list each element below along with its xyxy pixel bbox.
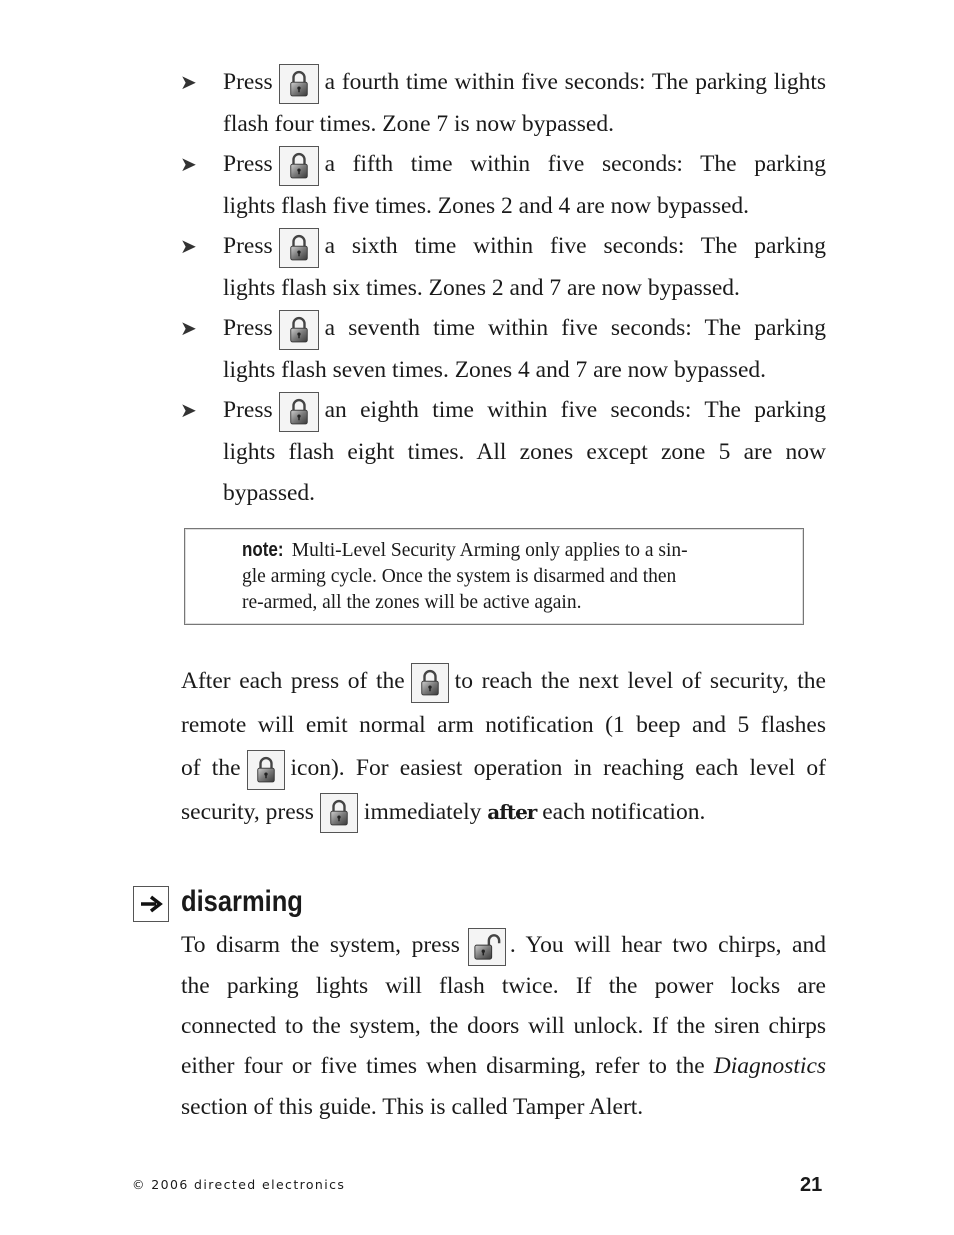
bypass-steps-list bbox=[180, 62, 826, 513]
bullet-marker: ➤ bbox=[180, 316, 197, 341]
bullet-marker: ➤ bbox=[180, 398, 197, 423]
list-item: ➤ Press a sixth time within five seconds: The parking lights flash six times. Zones 2 and 7 are now bypassed. bbox=[180, 226, 826, 308]
lock-icon bbox=[279, 228, 319, 268]
page-number: 21 bbox=[800, 1174, 823, 1196]
lock-icon bbox=[279, 146, 319, 186]
list-item: ➤ Press a fifth time within five seconds: The parking lights flash five times. Zones 2 and 4 are now bypassed. bbox=[180, 144, 826, 226]
lock-icon bbox=[411, 663, 449, 703]
lock-icon bbox=[279, 310, 319, 350]
diagnostics-reference: Diagnostics bbox=[713, 1053, 827, 1080]
list-item: ➤ Press a seventh time within five seconds: The parking lights flash seven times. Zones 4 and 7 are now bypassed. bbox=[180, 308, 826, 390]
unlock-icon bbox=[468, 928, 506, 966]
list-item: ➤ Press a fourth time within five seconds: The parking lights flash four times. Zone 7 is now bypassed. bbox=[180, 62, 826, 144]
notification-paragraph: After each press of the to reach the next level of security, the remote will emit normal arm notification (1 beep and 5 flashes of the icon). For easiest operation in reaching each level of security, press immediately after each notification. bbox=[181, 660, 826, 834]
lock-icon bbox=[279, 392, 319, 432]
bullet-marker: ➤ bbox=[180, 234, 197, 259]
lock-icon bbox=[279, 64, 319, 104]
note-box: note: Multi-Level Security Arming only applies to a sin- gle arming cycle. Once the system is disarmed and then re-armed, all the zones will be active again. bbox=[184, 528, 804, 625]
section-title: disarming bbox=[181, 885, 303, 918]
bullet-marker: ➤ bbox=[180, 70, 197, 94]
note-label: note: bbox=[242, 539, 284, 561]
disarming-paragraph: To disarm the system, press . You will hear two chirps, and the parking lights will flash twice. If the power locks are connected to the system, the doors will unlock. If the siren chirps either four or five times when disarming, refer to the Diagnostics section of this guide. This is called Tamper Alert. bbox=[181, 925, 826, 1127]
copyright: © 2006 directed electronics bbox=[132, 1177, 346, 1192]
emphasis-after: after bbox=[487, 799, 537, 824]
list-item: ➤ Press an eighth time within five seconds: The parking lights flash eight times. All zones except zone 5 are now bypassed. bbox=[180, 390, 826, 513]
lock-icon bbox=[247, 750, 285, 790]
bullet-marker: ➤ bbox=[180, 152, 197, 177]
lock-icon bbox=[320, 793, 358, 833]
arrow-right-icon bbox=[133, 886, 169, 922]
